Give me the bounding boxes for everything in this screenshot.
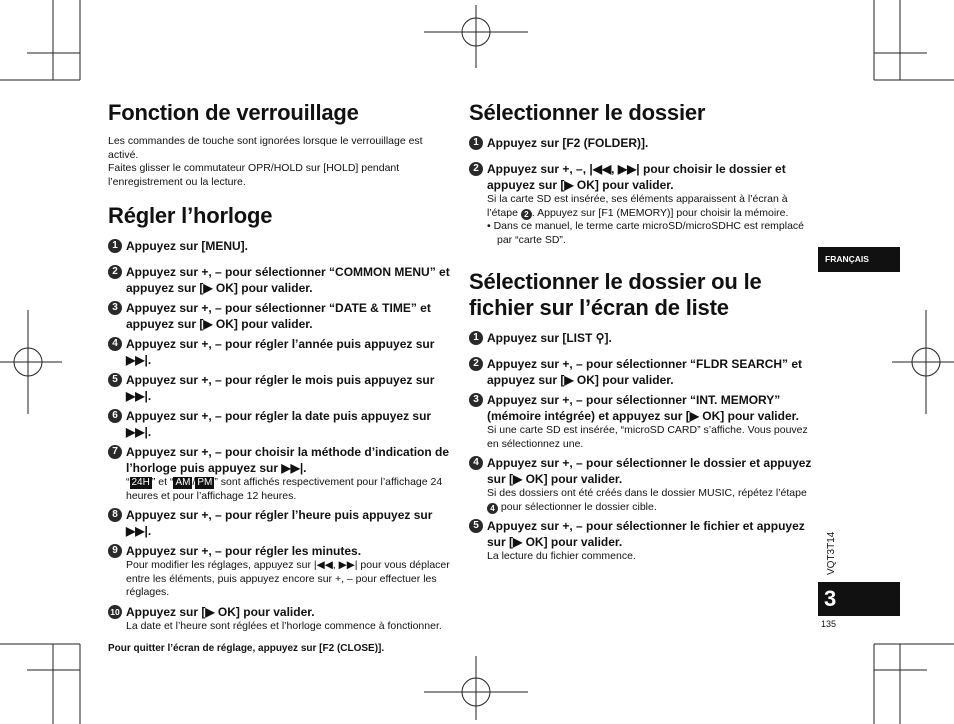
lock-intro-line2: Faites glisser le commutateur OPR/HOLD sur [HOLD] pendant l’enregistrement ou la lecture. (108, 162, 400, 188)
left-column (108, 100, 453, 654)
step-text: Appuyez sur +, – pour sélectionner “FLDR SEARCH” et appuyez sur [▶ OK] pour valider. (487, 357, 803, 387)
model-code: VQT3T14 (826, 531, 837, 575)
step-number: 6 (108, 409, 122, 423)
lock-intro (108, 135, 453, 189)
clock-step (108, 543, 453, 600)
step-text: Appuyez sur +, –, |◀◀, ▶▶| pour choisir le dossier et appuyez sur [▶ OK] pour valider. (487, 162, 786, 192)
step-text: Appuyez sur +, – pour sélectionner “DATE & TIME” et appuyez sur [▶ OK] pour valider. (126, 301, 431, 331)
step-text: Appuyez sur +, – pour choisir la méthode d’indication de l’horloge puis appuyez sur ▶▶|. (126, 445, 450, 475)
step-number: 5 (469, 519, 483, 533)
note-rest: ” sont affichés respectivement pour l’affichage 24 heures et pour l’affichage 12 heures. (126, 476, 443, 502)
clock-step (108, 300, 453, 332)
list-step (469, 330, 817, 346)
step-text: Appuyez sur [LIST ⚲]. (487, 331, 612, 345)
list-step (469, 518, 817, 564)
step-text: Appuyez sur +, – pour sélectionner le dossier et appuyez sur [▶ OK] pour valider. (487, 456, 812, 486)
clock-step (108, 604, 453, 634)
section-title-list: Sélectionner le dossier ou le fichier sur l’écran de liste (469, 269, 762, 320)
folder-bullet: • Dans ce manuel, le terme carte microSD/microSDHC est remplacé par “carte SD”. (487, 220, 805, 246)
step-text: Appuyez sur +, – pour régler l’année puis appuyez sur ▶▶|. (126, 337, 435, 367)
step-number: 4 (108, 337, 122, 351)
step-number: 8 (108, 508, 122, 522)
step-text: Appuyez sur [▶ OK] pour valider. (126, 604, 315, 619)
folder-step (469, 135, 817, 151)
step-ref: 2 (521, 209, 532, 220)
step-number: 1 (108, 239, 122, 253)
clock-step (108, 372, 453, 404)
step-text: Appuyez sur +, – pour sélectionner le fichier et appuyez sur [▶ OK] pour valider. (487, 519, 805, 549)
chapter-number: 3 (818, 582, 900, 616)
step7-note (126, 476, 453, 503)
page-number: 135 (821, 619, 837, 629)
clock-step (108, 507, 453, 539)
tag-pm: PM (197, 477, 213, 488)
quit-instruction: Pour quitter l’écran de réglage, appuyez sur [F2 (CLOSE)]. (108, 643, 385, 654)
step-text: Appuyez sur [MENU]. (126, 239, 249, 253)
step-text: Appuyez sur [F2 (FOLDER)]. (487, 136, 649, 150)
section-title-lock: Fonction de verrouillage (108, 100, 359, 125)
language-tab: FRANÇAIS (818, 247, 900, 272)
note-part: . Appuyez sur [F1 (MEMORY)] pour choisir la mémoire. (531, 206, 789, 219)
step-text: Appuyez sur +, – pour régler la date puis appuyez sur ▶▶|. (126, 409, 432, 439)
step-note: Si une carte SD est insérée, “microSD CARD” s’affiche. Vous pouvez en sélectionnez une. (487, 424, 808, 450)
step-text: Appuyez sur +, – pour régler les minutes. (126, 544, 362, 558)
list-step (469, 455, 817, 514)
lock-intro-line1: Les commandes de touche sont ignorées lorsque le verrouillage est activé. (108, 135, 423, 161)
step-text: Appuyez sur +, – pour régler le mois puis appuyez sur ▶▶|. (126, 373, 435, 403)
step-number: 5 (108, 373, 122, 387)
step-note: La lecture du fichier commence. (487, 550, 636, 562)
step-number: 2 (469, 357, 483, 371)
quote-open: “ (126, 476, 130, 488)
folder-step (469, 161, 817, 247)
step-number: 3 (108, 301, 122, 315)
step-number: 9 (108, 544, 122, 558)
step-text: Appuyez sur +, – pour sélectionner “INT. MEMORY” (mémoire intégrée) et appuyez sur [▶ OK] pour valider. (487, 393, 799, 423)
note-mid: ” et “ (151, 476, 174, 488)
step-text: Appuyez sur +, – pour sélectionner “COMMON MENU” et appuyez sur [▶ OK] pour valider. (126, 265, 450, 295)
step-number: 1 (469, 136, 483, 150)
step-ref: 4 (487, 503, 498, 514)
step-number: 1 (469, 331, 483, 345)
step-number: 10 (108, 605, 122, 619)
clock-step (108, 264, 453, 296)
step-note: La date et l’heure sont réglées et l’horloge commence à fonctionner. (126, 619, 442, 632)
clock-step (108, 238, 453, 254)
tag-24h: 24H (131, 477, 150, 488)
section-title-folder: Sélectionner le dossier (469, 100, 706, 125)
note-part: pour sélectionner le dossier cible. (498, 500, 657, 513)
tag-am: AM (175, 477, 191, 488)
step-number: 2 (469, 162, 483, 176)
step-number: 7 (108, 445, 122, 459)
step-note: Pour modifier les réglages, appuyez sur |◀◀, ▶▶| pour vous déplacer entre les éléments, puis appuyez encore sur +, – pour effectuer les réglages. (126, 559, 450, 598)
note-slash: / (192, 476, 196, 488)
list-step (469, 392, 817, 451)
clock-step (108, 408, 453, 440)
section-title-clock: Régler l’horloge (108, 203, 273, 228)
step-text: Appuyez sur +, – pour régler l’heure puis appuyez sur ▶▶|. (126, 508, 433, 538)
right-column (469, 100, 817, 568)
step-number: 4 (469, 456, 483, 470)
clock-step (108, 444, 453, 503)
note-part: Si des dossiers ont été créés dans le dossier MUSIC, répétez l’étape (487, 487, 807, 499)
clock-step (108, 336, 453, 368)
note-part: Si la carte SD est insérée, ses éléments apparaissent à l’écran à l’étape (487, 193, 788, 219)
step-number: 2 (108, 265, 122, 279)
folder-note (487, 193, 817, 220)
step4-note (487, 487, 817, 514)
list-step (469, 356, 817, 388)
step-number: 3 (469, 393, 483, 407)
